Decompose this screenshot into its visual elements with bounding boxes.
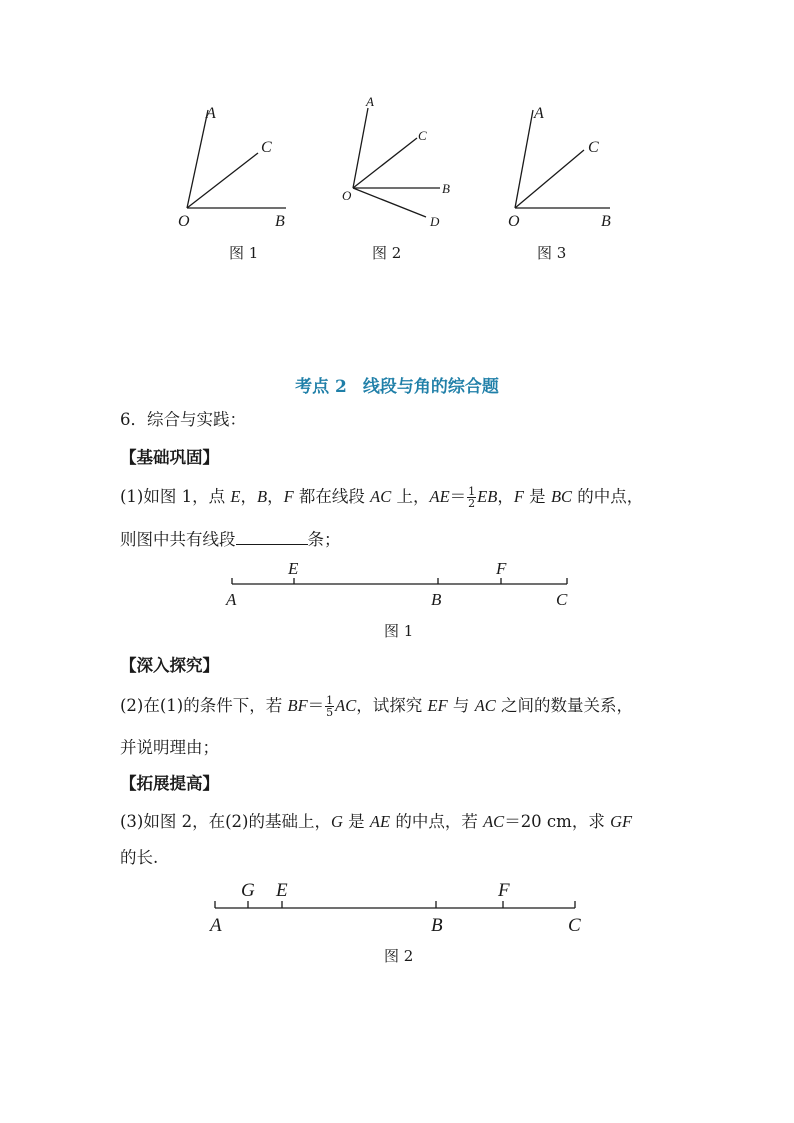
sep: ，	[267, 487, 284, 506]
var-ef: EF	[427, 696, 448, 715]
label-a: A	[210, 915, 222, 936]
angle-figure-3-caption: 图 3	[537, 244, 567, 262]
segment-figure-1	[220, 556, 585, 612]
angle-figure-2-caption: 图 2	[372, 244, 402, 262]
section-title	[0, 372, 794, 397]
part2-heading: 【深入探究】	[120, 656, 219, 675]
label-c: C	[568, 915, 581, 936]
text: 的中点，	[572, 487, 644, 506]
text: 是	[523, 487, 551, 506]
fraction-half	[467, 486, 476, 509]
label-c: C	[261, 139, 272, 156]
label-c: C	[418, 128, 427, 143]
var-ac: AC	[483, 812, 505, 831]
var-b: B	[256, 487, 268, 506]
label-c: C	[588, 139, 599, 156]
label-c: C	[556, 590, 568, 609]
var-g: G	[331, 812, 343, 831]
text: 上，	[391, 487, 430, 506]
part2-line2: 并说明理由；	[120, 738, 219, 757]
text: 与	[447, 696, 475, 715]
denominator: 2	[468, 497, 476, 510]
text: 之间的数量关系，	[495, 696, 634, 715]
sep: ，	[240, 487, 257, 506]
text: 是	[342, 812, 370, 831]
var-e: E	[230, 487, 241, 506]
equals: ＝	[307, 696, 325, 715]
var-ac: AC	[474, 696, 496, 715]
angle-figure-2	[335, 90, 465, 230]
label-e: E	[288, 559, 299, 578]
ray-oc	[515, 150, 584, 208]
var-bc: BC	[550, 487, 573, 506]
label-a: A	[226, 590, 237, 609]
label-o: O	[508, 213, 520, 230]
text: ＝20 cm，求	[504, 812, 611, 831]
angle-figure-1	[168, 98, 298, 233]
segment-figure-1-caption: 图 1	[384, 622, 414, 640]
ray-od	[353, 188, 426, 217]
ray-oa	[187, 110, 208, 208]
var-ae: AE	[429, 487, 450, 506]
label-o: O	[342, 188, 352, 203]
part3-line1	[120, 811, 632, 833]
text: 的中点，若	[390, 812, 484, 831]
text: (3)如图 2，在(2)的基础上，	[120, 812, 331, 831]
label-f: F	[498, 880, 510, 901]
text: 条；	[307, 530, 341, 549]
equals: ＝	[449, 487, 467, 506]
label-b: B	[442, 181, 450, 196]
label-a: A	[366, 94, 374, 109]
ray-oa	[353, 108, 368, 188]
label-b: B	[431, 915, 443, 936]
label-f: F	[496, 559, 507, 578]
angle-figure-1-caption: 图 1	[229, 244, 259, 262]
segment-figure-2	[204, 874, 589, 938]
label-b: B	[275, 213, 285, 230]
answer-blank[interactable]	[236, 528, 308, 545]
label-b: B	[601, 213, 611, 230]
var-ae: AE	[369, 812, 391, 831]
section-number: 考点 2	[295, 377, 347, 397]
text: 都在线段	[293, 487, 371, 506]
label-a: A	[534, 105, 544, 122]
part3-line2: 的长.	[120, 848, 159, 867]
label-e: E	[276, 880, 288, 901]
text: 则图中共有线段	[120, 530, 236, 549]
text: (2)在(1)的条件下，若	[120, 696, 288, 715]
label-a: A	[206, 105, 216, 122]
sep: ，	[497, 487, 514, 506]
fraction-fifth	[325, 695, 334, 718]
ray-oa	[515, 110, 533, 208]
var-ac: AC	[335, 696, 357, 715]
denominator: 5	[326, 706, 334, 719]
part2-line1	[120, 695, 633, 718]
numerator: 1	[468, 485, 476, 498]
var-f: F	[513, 487, 524, 506]
var-eb: EB	[477, 487, 498, 506]
var-f: F	[283, 487, 294, 506]
label-b: B	[431, 590, 442, 609]
part1-line2	[120, 528, 341, 551]
label-g: G	[241, 880, 255, 901]
part3-heading: 【拓展提高】	[120, 774, 219, 793]
numerator: 1	[326, 694, 334, 707]
part1-line1	[120, 486, 643, 509]
segment-figure-2-caption: 图 2	[384, 947, 414, 965]
angle-figure-3	[498, 98, 628, 233]
var-gf: GF	[610, 812, 633, 831]
label-o: O	[178, 213, 190, 230]
problem-intro: 6．综合与实践：	[120, 410, 246, 429]
part1-heading: 【基础巩固】	[120, 448, 219, 467]
ray-oc	[353, 138, 417, 188]
text: (1)如图 1，点	[120, 487, 231, 506]
text: ，试探究	[356, 696, 428, 715]
label-d: D	[430, 214, 440, 229]
var-bf: BF	[287, 696, 308, 715]
var-ac: AC	[370, 487, 392, 506]
section-title-text: 线段与角的综合题	[362, 377, 499, 397]
